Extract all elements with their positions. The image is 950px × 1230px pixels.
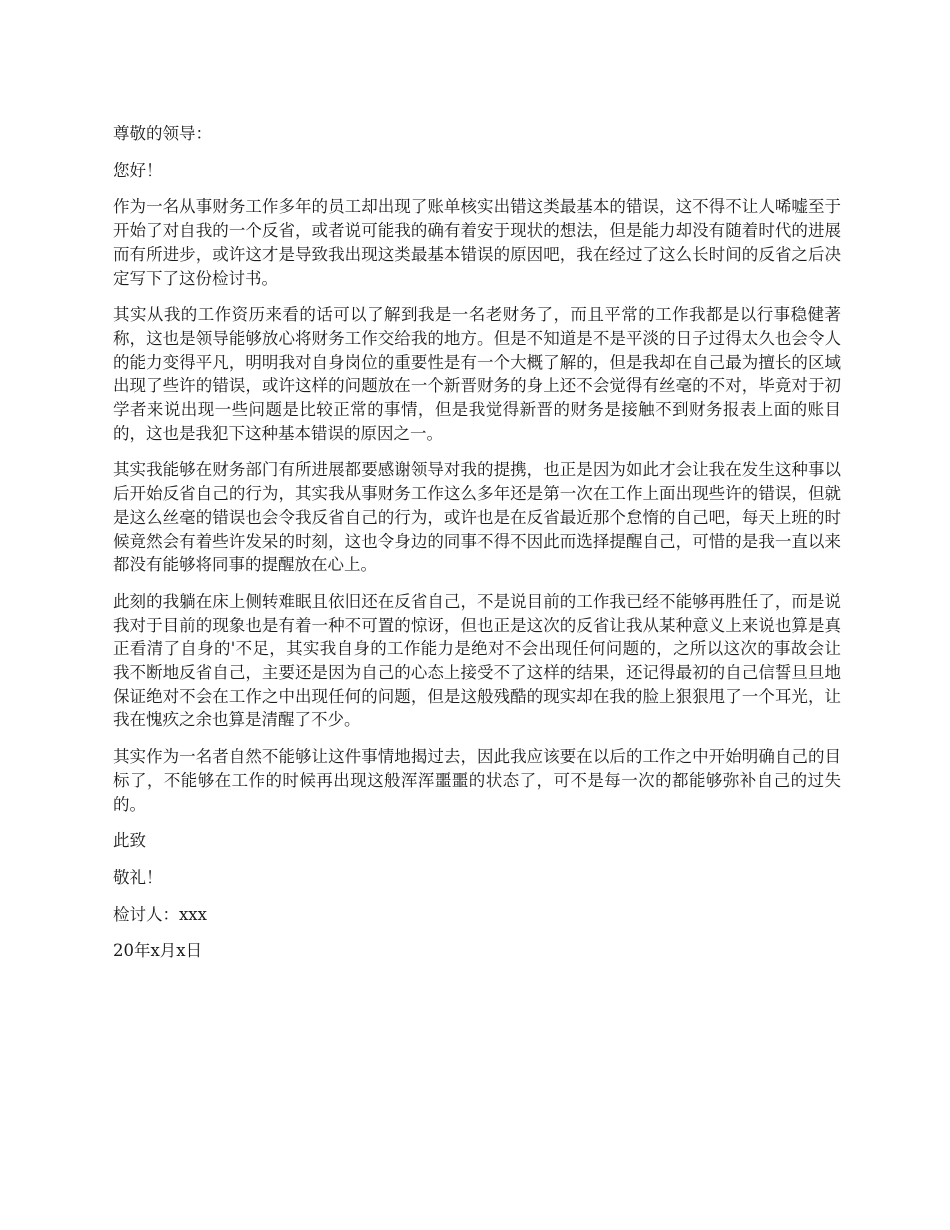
greeting: 您好！ (113, 160, 163, 180)
regards: 敬礼！ (113, 867, 163, 887)
body-paragraph-1: 作为一名从事财务工作多年的员工却出现了账单核实出错这类最基本的错误，这不得不让人唏嘘至于开始了对自我的一个反省，或者说可能我的确有着安于现状的想法，但是能力却没有随着时代的进展而有所进步，或许这才是导致我出现这类最基本错误的原因吧，我在经过了这么长时间的反省之后决定写下了这份检讨书。 (113, 197, 841, 288)
body-paragraph-2: 其实从我的工作资历来看的话可以了解到我是一名老财务了，而且平常的工作我都是以行事稳健著称，这也是领导能够放心将财务工作交给我的地方。但是不知道是不是平淡的日子过得太久也会令人的能力变得平凡，明明我对自身岗位的重要性是有一个大概了解的，但是我却在自己最为擅长的区域出现了些许的错误，或许这样的问题放在一个新晋财务的身上还不会觉得有丝毫的不对，毕竟对于初学者来说出现一些问题是比较正常的事情，但是我觉得新晋的财务是接触不到财务报表上面的账目的，这也是我犯下这种基本错误的原因之一。 (113, 305, 841, 443)
body-paragraph-5: 其实作为一名者自然不能够让这件事情地揭过去，因此我应该要在以后的工作之中开始明确自己的目标了，不能够在工作的时候再出现这般浑浑噩噩的状态了，可不是每一次的都能够弥补自己的过失的。 (113, 747, 841, 814)
salutation: 尊敬的领导： (113, 124, 212, 143)
body-paragraph-3: 其实我能够在财务部门有所进展都要感谢领导对我的提携，也正是因为如此才会让我在发生这种事以后开始反省自己的行为，其实我从事财务工作这么多年还是第一次在工作上面出现些许的错误，但就是这么丝毫的错误也会令我反省自己的行为，或许也是在反省最近那个怠惰的自己吧，每天上班的时候竟然会有着些许发呆的时刻，这也令身边的同事不得不因此而选择提醒自己，可惜的是我一直以来都没有能够将同事的提醒放在心上。 (113, 460, 841, 575)
body-paragraph-4: 此刻的我躺在床上侧转难眠且依旧还在反省自己，不是说目前的工作我已经不能够再胜任了，而是说我对于目前的现象也是有着一种不可置的惊讶，但也正是这次的反省让我从某种意义上来说也算是真正看清了自身的'不足，其实我自身的工作能力是绝对不会出现任何问题的，之所以这次的事故会让我不断地反省自己，主要还是因为自己的心态上接受不了这样的结果，还记得最初的自己信誓旦旦地保证绝对不会在工作之中出现任何的问题，但是这般残酷的现实却在我的脸上狠狠甩了一个耳光，让我在愧疚之余也算是清醒了不少。 (113, 591, 841, 730)
closing: 此致 (113, 831, 146, 851)
letter-body (113, 122, 841, 976)
signer: 检讨人：xxx (113, 904, 207, 924)
date: 20年x月x日 (113, 941, 203, 961)
